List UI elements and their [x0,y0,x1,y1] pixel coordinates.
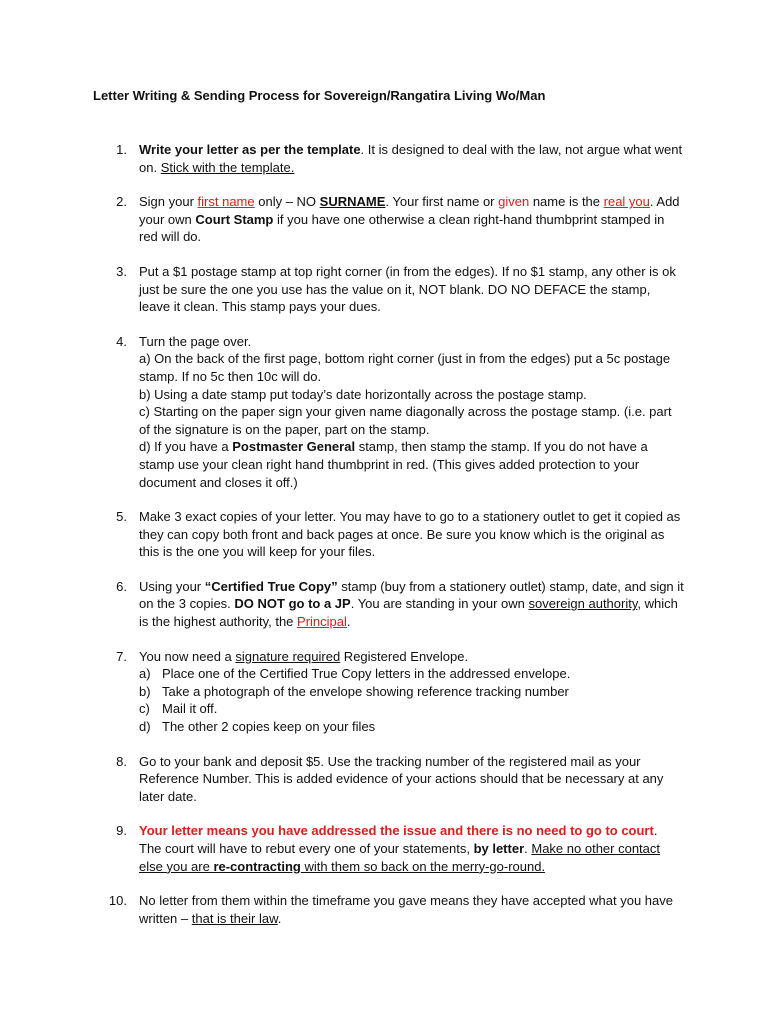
item-text-segment: stamp (buy from a stationery outlet) stamp, date, and sign it on the 3 copies. [139,578,684,612]
item-text [139,822,679,875]
document-title: Letter Writing & Sending Process for Sovereign/Rangatira Living Wo/Man [93,88,546,103]
numbered-list [0,141,768,944]
item-text-segment: Using your [139,578,205,594]
item-text [139,193,684,246]
item-text-segment: . [346,614,351,630]
item-bold-text: Write your letter as per the template [139,142,361,157]
item-bold-text: Postmaster General [232,439,356,455]
item-text: Make 3 exact copies of your letter. You may have to go to a stationery outlet to get it copied as they can copy both front and back pages at once. Be sure you know which is the original as this is the one you will keep for your files. [139,509,681,560]
item-number: 3. [116,263,127,279]
list-item [0,578,768,631]
item-text-segment: only – NO [254,194,320,210]
item-line: b) Using a date stamp put today’s date horizontally across the postage stamp. [139,386,587,402]
item-number: 7. [116,648,127,664]
item-line: Turn the page over. [139,333,252,349]
item-bold-text: Court Stamp [195,211,274,227]
item-text-segment: Sign your [139,194,198,210]
item-red-text: real you [603,194,650,210]
item-red-text: Principal [297,614,347,630]
sub-list-item [139,683,684,701]
item-number: 1. [116,142,127,157]
item-number: 6. [116,578,127,594]
sub-list-item [139,665,684,683]
item-text [139,578,684,631]
item-red-text: first name [197,194,255,210]
item-number: 2. [116,194,127,210]
item-number: 9. [116,823,127,839]
item-text-segment: if you have one otherwise a clean right-hand thumbprint stamped in red will do. [139,211,665,245]
item-text-segment: name is the [529,194,604,210]
item-text-segment: . [277,910,282,926]
item-text-segment: . You are standing in your own [350,596,529,612]
item-bold-text: re-contracting [213,858,301,874]
item-text: Go to your bank and deposit $5. Use the tracking number of the registered mail as your Reference Number. This is added evidence of your actions should that be necessary at any later date. [139,753,664,804]
item-underlined-text: signature required [235,648,341,664]
item-text-segment: . Your first name or [385,194,499,210]
item-number: 8. [116,753,127,769]
item-text [139,333,684,491]
sub-item-text: The other 2 copies keep on your files [162,719,376,735]
item-text-segment: , which is the highest authority, the [139,596,678,630]
item-text-segment: . It is designed to deal with the law, not argue what went on. [139,142,683,175]
item-bold-text: “Certified True Copy” [204,578,338,594]
item-text-segment: Registered Envelope. [340,648,469,664]
item-line: a) On the back of the first page, bottom right corner (just in from the edges) put a 5c postage stamp. If no 5c then 10c will do. [139,351,671,384]
item-text [139,648,684,736]
item-number: 5. [116,509,127,525]
item-line [139,438,684,491]
item-underlined-text: Stick with the template. [160,159,295,175]
item-text: Put a $1 postage stamp at top right corner (in from the edges). If no $1 stamp, any other is ok just be sure the one you use has the value on it, NOT blank. DO NO DEFACE the stamp, leave it clean. This stamp pays your dues. [139,263,676,315]
sub-list-item [139,718,684,736]
item-text-segment: stamp, then stamp the stamp. If you do not have a stamp use your clean right hand thumbprint in red. (This gives added protection to your document and closes it off.) [139,439,648,490]
sub-item-letter: d) [139,719,151,735]
item-text-segment: . Add your own [139,194,680,227]
sub-item-letter: a) [139,666,151,682]
list-item [0,333,768,491]
item-text-segment: You now need a [139,648,236,664]
item-text-segment: . The court will have to rebut every one of your statements, [139,823,658,856]
list-item [0,193,768,246]
item-bold-text: SURNAME [319,194,386,210]
item-text-segment: . [524,841,532,856]
list-item [0,753,768,806]
sub-item-text: Place one of the Certified True Copy letters in the addressed envelope. [162,666,571,682]
item-number: 10. [108,893,127,909]
item-underlined-text: that is their law [191,910,278,926]
item-number: 4. [116,333,127,349]
sub-list-item [139,700,684,718]
item-text [139,141,684,176]
list-item [0,263,768,316]
list-item [0,892,768,927]
list-item [0,822,768,875]
item-bold-text: by letter [473,841,525,856]
list-item [0,508,768,561]
sub-item-letter: b) [139,683,151,699]
item-text-segment: d) If you have a [139,439,233,455]
item-red-text: Your letter means you have addressed the issue and there is no need to go to court [139,823,654,839]
list-item [0,141,768,176]
sub-item-text: Take a photograph of the envelope showing reference tracking number [162,683,569,699]
item-underlined-text: sovereign authority [528,596,638,612]
item-line [139,648,684,666]
item-text-segment: No letter from them within the timeframe you gave means they have accepted what you have written – [139,893,673,926]
item-text [139,892,684,927]
item-underlined-text: with them so back on the merry-go-round. [300,858,546,874]
sub-item-letter: c) [139,701,150,717]
item-red-text: given [498,194,530,210]
list-item [0,648,768,736]
sub-item-text: Mail it off. [162,701,218,717]
item-underlined-text: Make no other contact else you are [139,841,661,874]
item-bold-text: DO NOT go to a JP [234,596,351,612]
item-line: c) Starting on the paper sign your given name diagonally across the postage stamp. (i.e. part of the signature is on the paper, part on the stamp. [139,404,672,437]
